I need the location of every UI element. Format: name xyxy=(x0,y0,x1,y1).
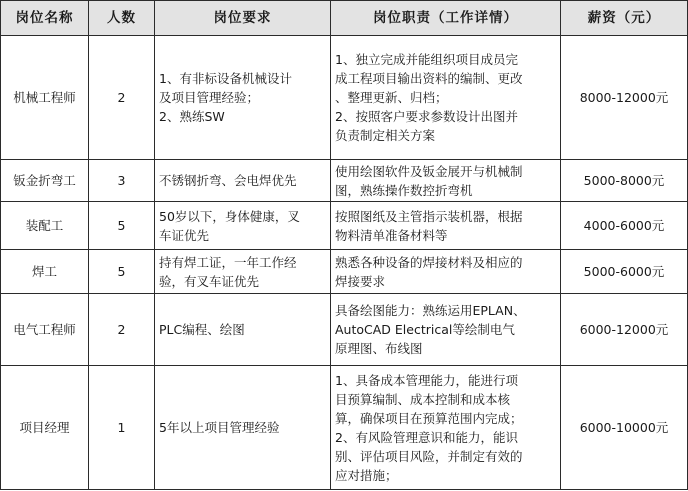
count-cell: 5 xyxy=(89,202,155,250)
requirement-line: 1、有非标设备机械设计 xyxy=(159,71,292,86)
duty-line: 2、按照客户要求参数设计出图并 xyxy=(335,109,518,124)
count-cell: 5 xyxy=(89,250,155,294)
salary-cell: 5000-8000元 xyxy=(561,160,688,202)
duty-line: 算，确保项目在预算范围内完成； xyxy=(335,410,523,426)
requirement-line: 持有焊工证，一年工作经 xyxy=(159,254,297,270)
duties-cell xyxy=(331,36,561,160)
duty-line: 焊接要求 xyxy=(335,273,386,289)
duty-line: 、整理更新、归档； xyxy=(335,90,448,105)
position-cell: 电气工程师 xyxy=(1,294,89,366)
duty-line: 按照图纸及主管指示装机器，根据 xyxy=(335,208,523,224)
header-count: 人数 xyxy=(89,1,155,36)
requirement-line: 及项目管理经验； xyxy=(159,90,260,105)
table-row xyxy=(1,294,688,366)
salary-cell: 6000-12000元 xyxy=(561,294,688,366)
table-row xyxy=(1,36,688,160)
header-salary: 薪资（元） xyxy=(561,1,688,36)
requirement-line: PLC编程、绘图 xyxy=(159,322,245,337)
requirements-cell xyxy=(155,202,331,250)
duties-cell xyxy=(331,202,561,250)
duty-line: 具备绘图能力：熟练运用EPLAN、 xyxy=(335,303,526,318)
requirement-line: 5年以上项目管理经验 xyxy=(159,420,280,435)
position-cell: 焊工 xyxy=(1,250,89,294)
duty-line: 应对措施； xyxy=(335,467,398,483)
duties-cell xyxy=(331,160,561,202)
salary-cell: 6000-10000元 xyxy=(561,366,688,490)
header-row xyxy=(1,1,688,36)
duty-line: 原理图、布线图 xyxy=(335,341,423,356)
requirement-line: 不锈钢折弯、会电焊优先 xyxy=(159,173,297,188)
table-row xyxy=(1,160,688,202)
salary-cell: 8000-12000元 xyxy=(561,36,688,160)
count-cell: 2 xyxy=(89,36,155,160)
duty-line: 负责制定相关方案 xyxy=(335,128,436,143)
salary-cell: 5000-6000元 xyxy=(561,250,688,294)
table-row xyxy=(1,202,688,250)
duty-line: 别、评估项目风险，并制定有效的 xyxy=(335,448,523,464)
requirement-line: 2、熟练SW xyxy=(159,109,225,124)
requirements-cell xyxy=(155,36,331,160)
position-cell: 钣金折弯工 xyxy=(1,160,89,202)
duties-cell xyxy=(331,366,561,490)
header-duties: 岗位职责（工作详情） xyxy=(331,1,561,36)
duty-line: 2、有风险管理意识和能力，能识 xyxy=(335,429,518,445)
duty-line: 图，熟练操作数控折弯机 xyxy=(335,182,473,198)
duty-line: AutoCAD Electrical等绘制电气 xyxy=(335,322,515,337)
count-cell: 2 xyxy=(89,294,155,366)
header-requirements: 岗位要求 xyxy=(155,1,331,36)
table-row xyxy=(1,250,688,294)
count-cell: 3 xyxy=(89,160,155,202)
table-row xyxy=(1,366,688,490)
requirement-line: 50岁以下，身体健康，叉 xyxy=(159,208,300,224)
requirements-cell xyxy=(155,366,331,490)
count-cell: 1 xyxy=(89,366,155,490)
duties-cell xyxy=(331,250,561,294)
requirement-line: 车证优先 xyxy=(159,227,210,243)
position-cell: 装配工 xyxy=(1,202,89,250)
position-cell: 项目经理 xyxy=(1,366,89,490)
duty-line: 熟悉各种设备的焊接材料及相应的 xyxy=(335,254,523,270)
duty-line: 目预算编制、成本控制和成本核 xyxy=(335,391,511,407)
duty-line: 物料清单准备材料等 xyxy=(335,227,448,243)
duties-cell xyxy=(331,294,561,366)
requirement-line: 验，有叉车证优先 xyxy=(159,273,260,289)
requirements-cell xyxy=(155,160,331,202)
header-position: 岗位名称 xyxy=(1,1,89,36)
requirements-cell xyxy=(155,250,331,294)
duty-line: 使用绘图软件及钣金展开与机械制 xyxy=(335,163,523,179)
position-cell: 机械工程师 xyxy=(1,36,89,160)
salary-cell: 4000-6000元 xyxy=(561,202,688,250)
requirements-cell xyxy=(155,294,331,366)
duty-line: 成工程项目输出资料的编制、更改 xyxy=(335,71,523,86)
duty-line: 1、具备成本管理能力，能进行项 xyxy=(335,372,518,388)
duty-line: 1、独立完成并能组织项目成员完 xyxy=(335,52,518,67)
